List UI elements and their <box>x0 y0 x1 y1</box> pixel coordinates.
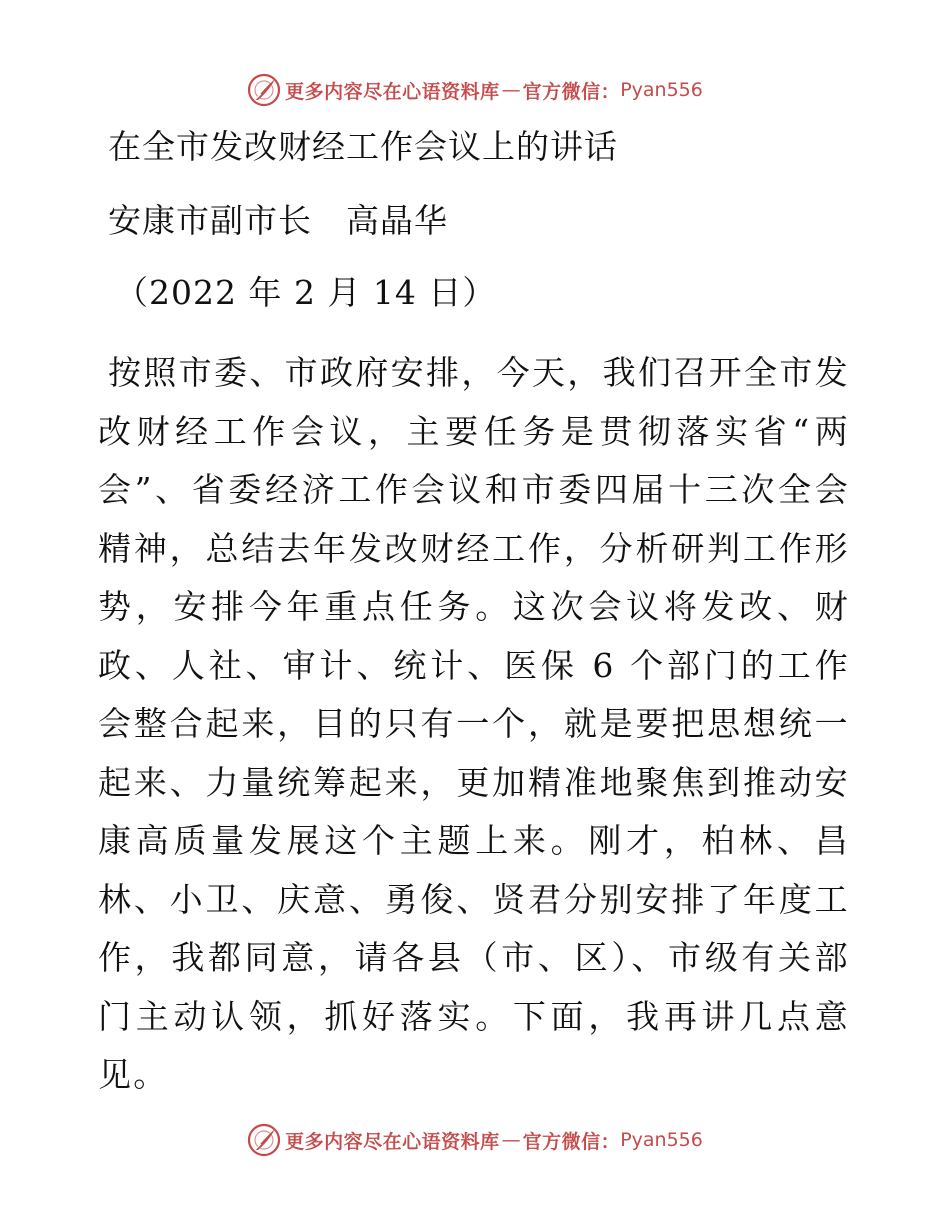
quill-logo-icon <box>247 1123 281 1157</box>
watermark-separator: — <box>501 1129 521 1151</box>
watermark-site-text: 更多内容尽在心语资料库 <box>285 1130 500 1153</box>
header-watermark <box>0 70 950 110</box>
body-paragraph: 按照市委、市政府安排，今天，我们召开全市发改财经工作会议，主要任务是贯彻落实省“两会”、省委经济工作会议和市委四届十三次全会精神，总结去年发改财经工作，分析研判工作形势，安排今年重点任务。这次会议将发改、财政、人社、审计、统计、医保 6 个部门的工作会整合起来，目的只有一个，就是要把思想统一起来、力量统筹起来，更加精准地聚焦到推动安康高质量发展这个主题上来。刚才，柏林、昌林、小卫、庆意、勇俊、贤君分别安排了年度工作，我都同意，请各县（市、区）、市级有关部门主动认领，抓好落实。下面，我再讲几点意见。 <box>98 353 850 1094</box>
document-author: 安康市副市长 高晶华 <box>108 201 448 240</box>
quill-logo-icon <box>247 73 281 107</box>
watermark-wechat-handle: Pyan556 <box>620 79 703 101</box>
watermark-site-text: 更多内容尽在心语资料库 <box>285 80 500 103</box>
watermark-separator: — <box>501 79 521 101</box>
watermark-wechat-label: 官方微信： <box>522 1130 621 1153</box>
document-title: 在全市发改财经工作会议上的讲话 <box>108 127 618 166</box>
watermark-wechat-label: 官方微信： <box>522 80 621 103</box>
watermark-wechat-handle: Pyan556 <box>620 1129 703 1151</box>
document-date: （2022 年 2 月 14 日） <box>115 273 497 312</box>
footer-watermark <box>0 1120 950 1160</box>
